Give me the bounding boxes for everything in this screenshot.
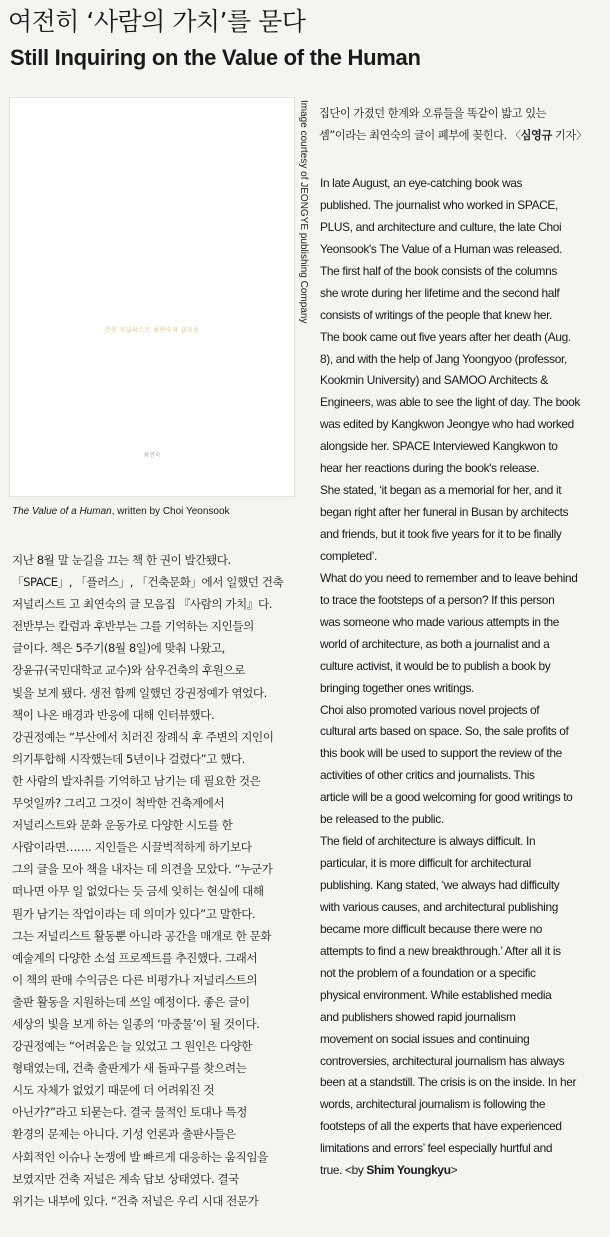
english-line: was edited by Kangkwon Jeongye who had worked bbox=[320, 417, 574, 432]
korean-line: 환경의 문제는 아니다. 기성 언론과 출판사들은 bbox=[12, 1127, 236, 1142]
english-line: not the problem of a foundation or a specific bbox=[320, 965, 536, 980]
english-line: The book came out five years after her death (Aug. bbox=[320, 329, 571, 344]
image-credit-wrapper bbox=[296, 100, 310, 330]
korean-line bbox=[319, 125, 609, 147]
korean-line: 의기투합해 시작했는데 5년이나 걸렸다”고 했다. bbox=[12, 751, 245, 766]
english-line: world of architecture, as both a journalist and a bbox=[320, 636, 550, 651]
english-line: Engineers, was able to see the light of day. The book bbox=[320, 395, 580, 410]
korean-line: 뭔가 남기는 작업이라는 데 의미가 있다”고 말한다. bbox=[12, 906, 256, 921]
english-byline: Shim Youngkyu bbox=[366, 1163, 451, 1178]
korean-line: 강권정예는 “부산에서 치러진 장례식 후 주변의 지인이 bbox=[12, 729, 274, 744]
korean-line: 저널리스트와 문화 운동가로 다양한 시도를 한 bbox=[12, 818, 233, 833]
english-line: Yeonsook's The Value of a Human was released. bbox=[320, 241, 563, 256]
english-line: culture activist, it would be to publish a book by bbox=[320, 658, 551, 673]
korean-line: 책이 나온 배경과 반응에 대해 인터뷰했다. bbox=[12, 707, 215, 722]
english-line: became more difficult because there were no bbox=[320, 921, 543, 936]
english-line: been at a standstill. The crisis is on the inside. In her bbox=[320, 1075, 577, 1090]
english-line: physical environment. While established media bbox=[320, 987, 552, 1002]
korean-line: 이 책의 판매 수익금은 다른 비평가나 저널리스트의 bbox=[12, 972, 258, 987]
english-line: with various causes, and architectural publishing bbox=[320, 899, 558, 914]
english-line: particular, it is more difficult for architectural bbox=[320, 856, 531, 871]
english-line: completed’. bbox=[320, 548, 377, 563]
english-line: published. The journalist who worked in SPACE, bbox=[320, 197, 558, 212]
korean-line: 보였지만 건축 저널은 계속 답보 상태였다. 결국 bbox=[12, 1171, 239, 1186]
book-cover-text: 건축 저널리스트 최연숙의 글모음 bbox=[104, 327, 200, 334]
english-line: 8), and with the help of Jang Yoongyoo (professor, bbox=[320, 351, 567, 366]
korean-line: 무엇일까? 그리고 그것이 척박한 건축계에서 bbox=[12, 796, 225, 811]
english-line: consists of writings of the people that knew her. bbox=[320, 307, 553, 322]
english-line bbox=[320, 1160, 610, 1182]
english-line: cultural arts based on space. So, the sale profits of bbox=[320, 724, 569, 739]
english-line: The field of architecture is always difficult. In bbox=[320, 834, 536, 849]
korean-line: 그의 글을 모아 책을 내자는 데 의견을 모았다. “누군가 bbox=[12, 862, 273, 877]
korean-line: 장윤규(국민대학교 교수)와 삼우건축의 후원으로 bbox=[12, 663, 245, 678]
english-line: and friends, but it took five years for it to be finally bbox=[320, 527, 562, 541]
caption-text: , written by Choi Yeonsook bbox=[111, 506, 230, 517]
korean-byline-suffix: 기자〉 bbox=[551, 128, 587, 142]
english-line: she wrote during her lifetime and the second half bbox=[320, 285, 560, 300]
english-line: limitations and errors’ feel especially hurtful and bbox=[320, 1141, 553, 1156]
english-line: was someone who made various attempts in the bbox=[320, 614, 560, 629]
english-line: alongside her. SPACE Interviewed Kangkwon to bbox=[320, 439, 558, 454]
english-line: bringing together ones writings. bbox=[320, 680, 475, 695]
english-line: She stated, ‘it began as a memorial for her, and it bbox=[320, 483, 562, 498]
english-line: be released to the public. bbox=[320, 812, 444, 827]
korean-line: 세상의 빛을 보게 하는 일종의 ‘마중물’이 될 것이다. bbox=[12, 1016, 260, 1031]
english-line: PLUS, and architecture and culture, the late Choi bbox=[320, 219, 562, 234]
korean-line: 아닌가?”라고 되묻는다. 결국 물적인 토대나 특정 bbox=[12, 1105, 247, 1120]
english-line: publishing. Kang stated, ‘we always had difficulty bbox=[320, 878, 560, 892]
korean-title: 여전히 ‘사람의 가치’를 묻다 bbox=[8, 7, 306, 36]
english-line: In late August, an eye-catching book was bbox=[320, 176, 523, 190]
book-cover-image bbox=[10, 98, 294, 496]
korean-body-continued bbox=[319, 103, 609, 146]
korean-line: 시도 자체가 없었기 때문에 더 어려워진 것 bbox=[12, 1083, 215, 1098]
korean-line: 위기는 내부에 있다. “건축 저널은 우리 시대 전문가 bbox=[12, 1193, 259, 1208]
korean-line: 출판 활동을 지원하는데 쓰일 예정이다. 좋은 글이 bbox=[12, 994, 250, 1009]
korean-line: 저널리스트 고 최연숙의 글 모음집 『사람의 가치』다. bbox=[12, 597, 272, 612]
korean-line: 「SPACE」, 「플러스」, 「건축문화」에서 일했던 건축 bbox=[12, 575, 284, 590]
english-line-text: true. <by bbox=[320, 1163, 367, 1178]
english-line: this book will be used to support the review of the bbox=[320, 746, 562, 761]
korean-line: 한 사람의 발자취를 기억하고 남기는 데 필요한 것은 bbox=[12, 773, 261, 788]
english-line: words, architectural journalism is following the bbox=[320, 1097, 546, 1112]
korean-body bbox=[12, 549, 308, 1212]
korean-line: 사람이라면……. 지인들은 시끌벅적하게 하기보다 bbox=[12, 840, 252, 855]
english-line: hear her reactions during the book's release. bbox=[320, 461, 540, 476]
english-line: Kookmin University) and SAMOO Architects & bbox=[320, 373, 548, 388]
english-line: activities of other critics and journalists. This bbox=[320, 768, 535, 783]
english-line: Choi also promoted various novel projects of bbox=[320, 702, 540, 717]
english-line: began right after her funeral in Busan by architects bbox=[320, 505, 569, 520]
korean-line-text: 셈”이라는 최연숙의 글이 폐부에 꽂힌다. 〈 bbox=[319, 128, 521, 142]
korean-line: 떠나면 아무 일 없었다는 듯 금세 잊히는 현실에 대해 bbox=[12, 884, 264, 899]
korean-line: 사회적인 이슈나 논쟁에 발 빠르게 대응하는 움직임을 bbox=[12, 1149, 268, 1164]
english-line: controversies, architectural journalism has always bbox=[320, 1053, 565, 1068]
english-line: The first half of the book consists of the columns bbox=[320, 263, 557, 278]
english-line: movement on social issues and continuing bbox=[320, 1031, 530, 1046]
korean-line: 글이다. 책은 5주기(8월 8일)에 맞춰 나왔고, bbox=[12, 641, 225, 656]
korean-line: 예술계의 다양한 소설 프로젝트를 추진했다. 그래서 bbox=[12, 950, 258, 965]
english-byline-suffix: > bbox=[450, 1163, 458, 1178]
image-caption bbox=[12, 505, 302, 519]
korean-line: 형태였는데, 건축 출판계가 새 돌파구를 찾으려는 bbox=[12, 1061, 247, 1076]
english-line: and publishers showed rapid journalism bbox=[320, 1009, 516, 1024]
english-line: article will be a good welcoming for good writings to bbox=[320, 790, 573, 805]
english-body bbox=[320, 173, 610, 1182]
english-line: attempts to find a new breakthrough.’ After all it is bbox=[320, 943, 561, 958]
korean-line: 그는 저널리스트 활동뿐 아니라 공간을 매개로 한 문화 bbox=[12, 928, 272, 943]
korean-line: 지난 8월 말 눈길을 끄는 책 한 권이 발간됐다. bbox=[12, 553, 231, 567]
korean-byline: 심영규 bbox=[520, 128, 552, 142]
image-credit: Image courtesy of JEONGYE publishing Company bbox=[298, 100, 309, 324]
korean-line: 강권정예는 “어려움은 늘 있었고 그 원인은 다양한 bbox=[12, 1039, 252, 1054]
caption-book-title: The Value of a Human bbox=[12, 506, 112, 517]
book-cover-signature: 최연숙 bbox=[143, 452, 161, 459]
english-line: footsteps of all the experts that have experienced bbox=[320, 1119, 562, 1134]
korean-line: 빛을 보게 됐다. 생전 함께 일했던 강권정예가 엮었다. bbox=[12, 685, 267, 700]
korean-line: 집단이 가졌던 한계와 오류들을 똑같이 밟고 있는 bbox=[319, 107, 547, 120]
korean-line: 전반부는 칼럼과 후반부는 그를 기억하는 지인들의 bbox=[12, 619, 254, 634]
english-title: Still Inquiring on the Value of the Human bbox=[10, 45, 421, 70]
english-line: What do you need to remember and to leave behind bbox=[320, 570, 578, 585]
english-line: to trace the footsteps of a person? If this person bbox=[320, 592, 555, 607]
